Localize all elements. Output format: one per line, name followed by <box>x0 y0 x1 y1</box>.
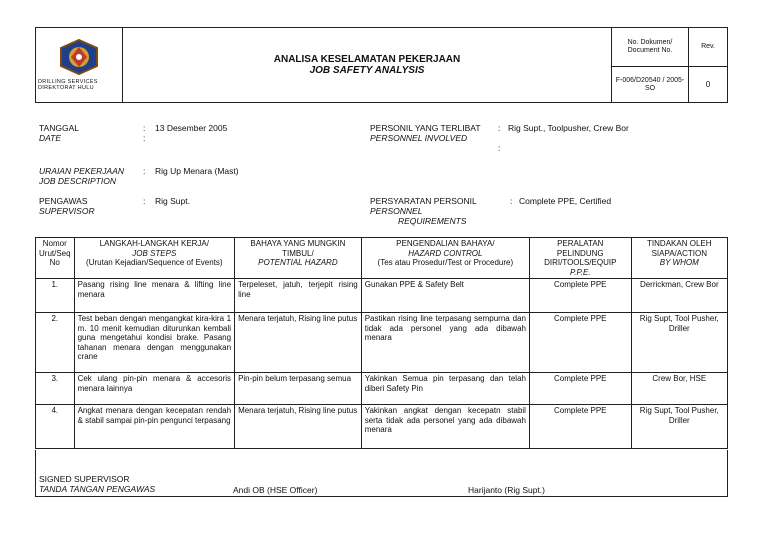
colon: : <box>143 166 146 176</box>
colon: : : <box>498 123 501 153</box>
rev-label: Rev. <box>689 28 728 67</box>
signature-name-hse: Andi OB (HSE Officer) <box>233 485 318 495</box>
rev-value: 0 <box>689 67 728 103</box>
persyaratan-value: Complete PPE, Certified <box>519 196 612 206</box>
table-header-row <box>36 238 728 279</box>
doc-no-label: No. Dokumen/ Document No. <box>612 28 689 67</box>
header-action: TINDAKAN OLEH SIAPA/ACTION BY WHOM <box>631 238 727 279</box>
header-job-steps: LANGKAH-LANGKAH KERJA/ JOB STEPS (Urutan Kejadian/Sequence of Events) <box>74 238 235 279</box>
table-row: 3. Cek ulang pin-pin menara & accesoris menara lainnya Pin-pin belum terpasang semua Yakinkan Semua pin terpasang dan telah diberi Safety Pin Complete PPE Crew Bor, HSE <box>36 373 728 405</box>
company-name: DRILLING SERVICES DIREKTORAT HULU <box>38 79 98 91</box>
pengawas-label: PENGAWAS SUPERVISOR <box>39 196 95 216</box>
tanggal-label: TANGGAL DATE <box>39 123 79 143</box>
table-row: 1. Pasang rising line menara & lifting line menara Terpeleset, jatuh, terjepit rising line Gunakan PPE & Safety Belt Complete PPE Derrickman, Crew Bor <box>36 279 728 313</box>
company-logo-icon <box>59 39 99 75</box>
header-seq: Nomor Urut/Seq No <box>36 238 75 279</box>
uraian-value: Rig Up Menara (Mast) <box>155 166 239 176</box>
signed-supervisor-label: SIGNED SUPERVISOR TANDA TANGAN PENGAWAS <box>39 474 156 494</box>
header-ppe: PERALATAN PELINDUNG DIRI/TOOLS/EQUIP P.P.E. <box>529 238 631 279</box>
logo-cell <box>36 28 123 103</box>
colon: : <box>143 196 146 206</box>
document-header <box>35 27 728 103</box>
signature-name-rig-supt: Harijanto (Rig Supt.) <box>468 485 546 495</box>
personil-value: Rig Supt., Toolpusher, Crew Bor <box>508 123 629 133</box>
header-control: PENGENDALIAN BAHAYA/ HAZARD CONTROL (Tes atau Prosedur/Test or Procedure) <box>361 238 529 279</box>
jsa-table <box>35 237 728 449</box>
personil-label: PERSONIL YANG TERLIBAT PERSONNEL INVOLVED <box>370 123 481 143</box>
table-row: 4. Angkat menara dengan kecepatan rendah & stabil sampai pin-pin pengunci terpasang Menara terjatuh, Rising line putus Yakinkan angkat dengan kecepatn stabil serta tidak ada personel yang ada dibawah menara Complete PPE Rig Supt, Tool Pusher, Driller <box>36 405 728 449</box>
doc-no-value: F-006/D20540 / 2005-SO <box>612 67 689 103</box>
persyaratan-label: PERSYARATAN PERSONIL PERSONNEL REQUIREMENTS <box>370 196 477 226</box>
document-title: ANALISA KESELAMATAN PEKERJAAN JOB SAFETY ANALYSIS <box>123 28 612 103</box>
pengawas-value: Rig Supt. <box>155 196 190 206</box>
tanggal-value: 13 Desember 2005 <box>155 123 228 133</box>
uraian-label: URAIAN PEKERJAAN JOB DESCRIPTION <box>39 166 125 186</box>
colon: : <box>510 196 513 206</box>
colon: : : <box>143 123 146 143</box>
header-hazard: BAHAYA YANG MUNGKIN TIMBUL/ POTENTIAL HAZARD <box>235 238 362 279</box>
table-row: 2. Test beban dengan mengangkat kira-kira 1 m. 10 menit kemudian diturunkan kembali guna mengetahui kondisi brake. Pasang tahanan menara dengan menggunakan crane Menara terjatuh, Rising line putus Pastikan rising line terpasang sempurna dan tidak ada personel yang ada dibawah menara Complete PPE Rig Supt, Tool Pusher, Driller <box>36 313 728 373</box>
